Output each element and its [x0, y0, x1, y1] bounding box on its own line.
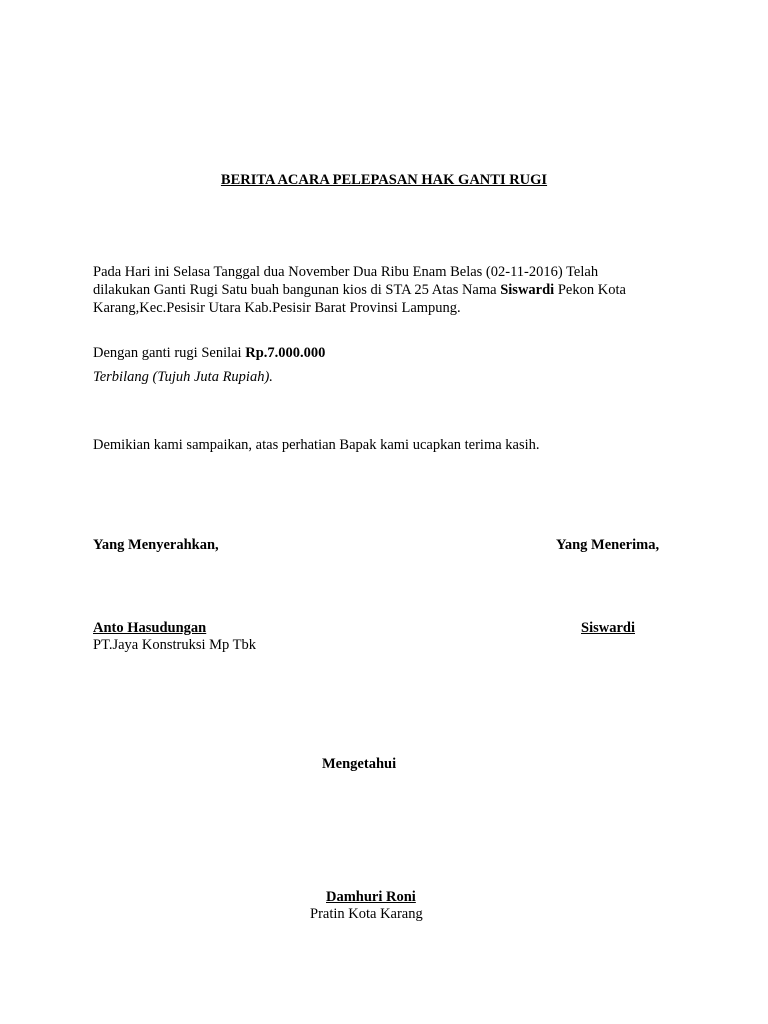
opening-line-3: Karang,Kec.Pesisir Utara Kab.Pesisir Barat Provinsi Lampung.: [93, 300, 461, 316]
witness-position: Pratin Kota Karang: [310, 906, 423, 922]
witness-name: Damhuri Roni: [326, 889, 416, 905]
compensation-line: [93, 344, 325, 362]
closing-statement: Demikian kami sampaikan, atas perhatian Bapak kami ucapkan terima kasih.: [93, 437, 540, 453]
giver-label: Yang Menyerahkan,: [93, 537, 219, 553]
giver-organization: PT.Jaya Konstruksi Mp Tbk: [93, 637, 256, 653]
receiver-label: Yang Menerima,: [556, 537, 660, 553]
compensation-amount: Rp.7.000.000: [245, 345, 326, 361]
opening-line-2-tail: Pekon Kota: [554, 282, 626, 298]
document-title: BERITA ACARA PELEPASAN HAK GANTI RUGI: [220, 172, 548, 188]
compensation-in-words: Terbilang (Tujuh Juta Rupiah).: [93, 369, 273, 385]
opening-line-2: [93, 281, 673, 299]
recipient-name-inline: Siswardi: [500, 282, 555, 298]
opening-line-1: Pada Hari ini Selasa Tanggal dua November Dua Ribu Enam Belas (02-11-2016) Telah: [93, 264, 599, 280]
receiver-name: Siswardi: [581, 620, 635, 636]
witness-label: Mengetahui: [322, 756, 397, 772]
giver-name: Anto Hasudungan: [93, 620, 207, 636]
opening-paragraph: [93, 263, 673, 317]
opening-line-2-text: dilakukan Ganti Rugi Satu buah bangunan kios di STA 25 Atas Nama: [93, 282, 501, 298]
compensation-label: Dengan ganti rugi Senilai: [93, 345, 246, 361]
